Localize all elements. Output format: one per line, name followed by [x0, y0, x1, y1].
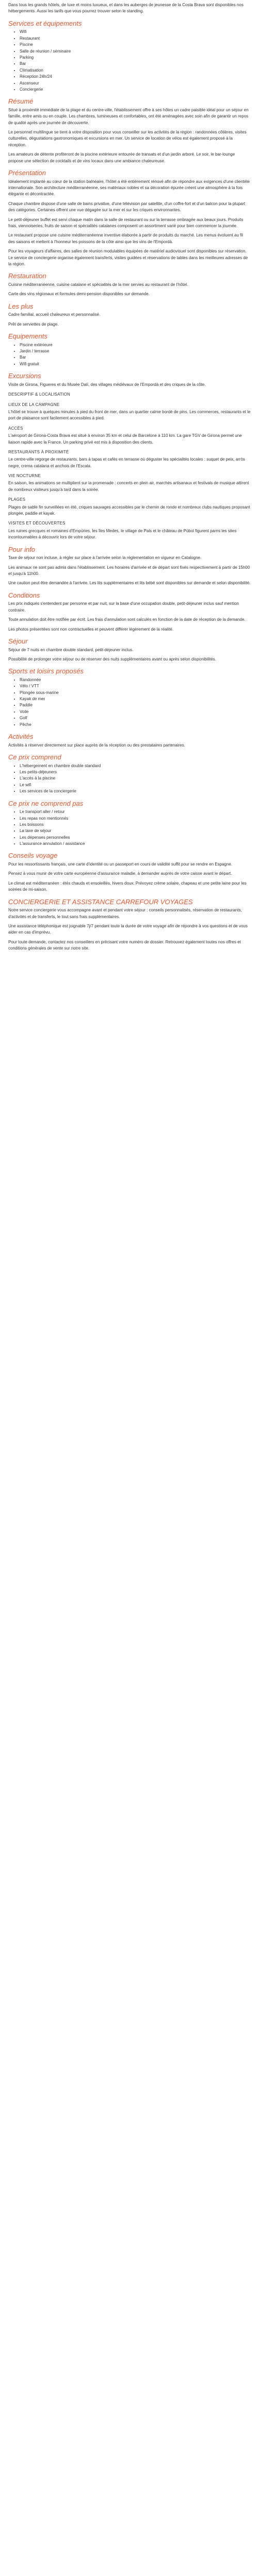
list-item: • Le wifi: [20, 782, 251, 788]
paragraph: Idéalement implanté au cœur de la station balnéaire, l'hôtel a été entièrement rénové afin de répondre aux exigences d'une clientèle internationale. Son architecture méditerranéenne, ses matériaux nobles et sa décoration épurée créent une atmosphère à la fois élégante et décontractée.: [8, 179, 250, 197]
hotel-page: [0, 0, 258, 960]
resume-section: [8, 97, 251, 164]
list-item: • Golf: [20, 715, 251, 721]
paragraph: Chaque chambre dispose d'une salle de bains privative, d'une télévision par satellite, d'un coffre-fort et d'un balcon pour la plupart des catégories. Certaines offrent une vue dégagée sur la mer et sur les criques environnantes.: [8, 201, 246, 213]
list-item: • L'hébergement en chambre double standard: [20, 763, 251, 769]
paragraph: Une caution peut être demandée à l'arrivée. Les lits supplémentaires et lits bébé sont disponibles sur demande et selon disponibilité.: [8, 581, 251, 586]
list-item: • Bar: [20, 354, 251, 361]
list-item: • Randonnée: [20, 677, 251, 683]
inclusions-section: [8, 667, 251, 728]
paragraph: Les photos présentées sont non contractuelles et peuvent différer légèrement de la réalité.: [8, 626, 174, 632]
assistance-heading: CONCIERGERIE ET ASSISTANCE CARREFOUR VOYAGES: [8, 897, 193, 906]
list-item: • Les petits-déjeuners: [20, 769, 251, 775]
compris-section: [8, 753, 251, 795]
compris-list: [8, 763, 251, 795]
services-heading: Services et équipements: [8, 19, 82, 27]
paragraph: Pour les voyageurs d'affaires, des salles de réunion modulables équipées de matériel audiovisuel sont disponibles sur réservation. Le service de conciergerie organise également transferts, visites guidées et réservations de tables dans les meilleures adresses de la région.: [8, 249, 248, 266]
paragraph: Cadre familial, accueil chaleureux et personnalisé.: [8, 312, 101, 317]
list-item: • Climatisation: [20, 67, 251, 74]
list-item: • Pêche: [20, 722, 251, 728]
equipements-heading: Equipements: [8, 332, 47, 341]
list-item: • Paddle: [20, 702, 251, 708]
list-item: • L'assurance annulation / assistance: [20, 841, 251, 847]
activites-heading: Activités: [8, 733, 34, 740]
assistance-section: [8, 898, 251, 952]
list-item: • Piscine extérieure: [20, 342, 251, 348]
paragraph: Plages de sable fin surveillées en été, criques sauvages accessibles par le chemin de ronde et nombreux clubs nautiques proposant plongée, paddle et kayak.: [8, 504, 250, 516]
list-item: • Wifi: [20, 29, 251, 35]
description-heading: DESCRIPTIF & LOCALISATION: [8, 392, 70, 397]
list-item: • Les repas non mentionnés: [20, 816, 251, 822]
equipements-section: [8, 332, 251, 367]
activites-section: [8, 733, 251, 749]
paragraph: Possibilité de prolonger votre séjour ou de réserver des nuits supplémentaires avant ou après selon disponibilités.: [8, 656, 216, 662]
list-item: • Ascenseur: [20, 80, 251, 87]
paragraph: Carte des vins régionaux et formules demi-pension disponibles sur demande.: [8, 292, 150, 297]
subheading: RESTAURANTS À PROXIMITÉ: [8, 449, 69, 454]
list-item: • Restaurant: [20, 36, 251, 42]
resume-heading: Résumé: [8, 97, 34, 106]
subheading: VIE NOCTURNE: [8, 473, 41, 479]
paragraph: Notre service conciergerie vous accompagne avant et pendant votre séjour : conseils personnalisés, réservation de restaurants, d'activités et de transferts, le tout sans frais supplémentaires.: [8, 908, 242, 919]
noncompris-heading: Ce prix ne comprend pas: [8, 799, 84, 807]
paragraph: Le petit-déjeuner buffet est servi chaque matin dans la salle de restaurant ou sur la terrasse ombragée aux beaux jours. Produits frais, viennoiseries, fruits de saison et spécialités catalanes composent un assortiment varié pour bien commencer la journée.: [8, 217, 244, 228]
compris-heading: Ce prix comprend: [8, 753, 61, 761]
noncompris-section: [8, 800, 251, 848]
restauration-heading: Restauration: [8, 272, 46, 280]
intro-text: Dans tous les grands hôtels, de luxe et moins luxueux, et dans les auberges de jeunesse de la Costa Brava sont disponibles nos hébergements. Aussi les tarifs que vous pourrez trouver selon le standing.: [8, 3, 244, 14]
paragraph: Les ruines grecques et romaines d'Empúries, les îles Medes, le village de Pals et le château de Púbol figurent parmi les sites incontournables à découvrir lors de votre séjour.: [8, 528, 237, 540]
list-item: • Wifi gratuit: [20, 361, 251, 367]
subheading: VISITES ET DÉCOUVERTES: [8, 521, 66, 526]
inclusions-heading: Sports et loisirs proposés: [8, 667, 84, 675]
voyage-section: [8, 852, 251, 893]
list-item: • Conciergerie: [20, 87, 251, 93]
paragraph: Taxe de séjour non incluse, à régler sur place à l'arrivée selon la réglementation en vigueur en Catalogne.: [8, 555, 202, 561]
paragraph: Prêt de serviettes de plage.: [8, 321, 59, 327]
subheading: PLAGES: [8, 497, 26, 502]
paragraph: Situé à proximité immédiate de la plage et du centre-ville, l'établissement offre à ses hôtes un cadre paisible idéal pour un séjour en famille, entre amis ou en couple. Les chambres, lumineuses et confortables, ont été aménagées avec soin afin de garantir un repos de qualité après une journée de découverte.: [8, 107, 249, 125]
paragraph: L'aéroport de Girona-Costa Brava est situé à environ 35 km et celui de Barcelone à 110 km. La gare TGV de Girona permet une liaison rapide avec la France. Un parking privé est mis à disposition des clients.: [8, 433, 242, 445]
paragraph: Le centre-ville regorge de restaurants, bars à tapas et cafés en terrasse où déguster les spécialités locales : suquet de peix, arròs negre, crema catalana et anchois de l'Escala.: [8, 457, 245, 468]
services-section: [8, 20, 251, 93]
equipements-list: [8, 342, 251, 368]
services-list: [8, 29, 251, 93]
paragraph: Une assistance téléphonique est joignable 7j/7 pendant toute la durée de votre voyage afin de répondre à vos questions et de vous aider en cas d'imprévu.: [8, 924, 248, 935]
paragraph: Séjour de 7 nuits en chambre double standard, petit-déjeuner inclus.: [8, 647, 134, 652]
paragraph: Cuisine méditerranéenne, cuisine catalane et spécialités de la mer servies au restaurant de l'hôtel.: [8, 282, 188, 287]
paragraph: Visite de Girona, Figueres et du Musée Dalí, des villages médiévaux de l'Empordà et des criques de la côte.: [8, 382, 206, 387]
list-item: • Les services de la conciergerie: [20, 788, 251, 794]
loisirs-section: [8, 302, 251, 328]
list-item: • Les boissons: [20, 822, 251, 828]
paragraph: Pour les ressortissants français, une carte d'identité ou un passeport en cours de validité suffit pour se rendre en Espagne.: [8, 862, 233, 867]
paragraph: Les prix indiqués s'entendent par personne et par nuit, sur la base d'une occupation double, petit-déjeuner inclus sauf mention contraire.: [8, 601, 239, 613]
list-item: • Jardin / terrasse: [20, 348, 251, 354]
paragraph: Pensez à vous munir de votre carte européenne d'assurance maladie, à demander auprès de votre caisse avant le départ.: [8, 871, 232, 876]
noncompris-list: [8, 809, 251, 847]
list-item: • Réception 24h/24: [20, 74, 251, 80]
list-item: • Le transport aller / retour: [20, 809, 251, 815]
list-item: • Piscine: [20, 42, 251, 48]
list-item: • Vélo / VTT: [20, 683, 251, 689]
sejour-section: [8, 637, 251, 663]
paragraph: Le personnel multilingue se tient à votre disposition pour vous conseiller sur les activités de la région : randonnées côtières, visites culturelles, dégustations gastronomiques et excursions en mer. Un service de location de vélos est également proposé à la réception.: [8, 130, 247, 147]
presentation-section: [8, 169, 251, 267]
excursions-heading: Excursions: [8, 372, 41, 380]
paragraph: Le climat est méditerranéen : étés chauds et ensoleillés, hivers doux. Prévoyez crème solaire, chapeau et une petite laine pour les soirées de mi-saison.: [8, 880, 247, 892]
restauration-section: [8, 272, 251, 297]
paragraph: Le restaurant propose une cuisine méditerranéenne inventive élaborée à partir de produits du marché. Les menus évoluent au fil des saisons et mettent à l'honneur les poissons de la côte ainsi que les vins de l'Empordà.: [8, 233, 243, 244]
list-item: • Salle de réunion / séminaire: [20, 48, 251, 55]
conditions-heading: Conditions: [8, 591, 40, 599]
excursions-section: [8, 372, 251, 388]
subheading: LIEUX DE LA CAMPAGNE: [8, 402, 60, 407]
list-item: • Voile: [20, 709, 251, 715]
hote-heading: Pour info: [8, 545, 36, 553]
paragraph: Activités à réserver directement sur place auprès de la réception ou des prestataires partenaires.: [8, 742, 185, 748]
paragraph: Les animaux ne sont pas admis dans l'établissement. Les horaires d'arrivée et de départ sont fixés respectivement à partir de 15h00 et jusqu'à 11h00.: [8, 565, 250, 576]
list-item: • Kayak de mer: [20, 696, 251, 702]
sejour-heading: Séjour: [8, 637, 28, 645]
subheading: ACCÈS: [8, 426, 23, 431]
list-item: • Plongée sous-marine: [20, 690, 251, 696]
loisirs-heading: Les plus: [8, 302, 34, 310]
voyage-heading: Conseils voyage: [8, 852, 58, 860]
list-item: • L'accès à la piscine: [20, 775, 251, 782]
paragraph: En saison, les animations se multiplient sur la promenade : concerts en plein air, marchés artisanaux et festivals de musique attirent de nombreux visiteurs jusqu'à tard dans la soirée.: [8, 481, 249, 492]
presentation-heading: Présentation: [8, 169, 46, 177]
list-item: • Bar: [20, 61, 251, 67]
list-item: • Les dépenses personnelles: [20, 835, 251, 841]
list-item: • Parking: [20, 55, 251, 61]
conditions-section: [8, 591, 251, 633]
paragraph: L'hôtel se trouve à quelques minutes à pied du front de mer, dans un quartier calme bordé de pins. Les commerces, restaurants et le port de plaisance sont facilement accessibles à pied.: [8, 409, 251, 421]
paragraph: Pour toute demande, contactez nos conseillers en précisant votre numéro de dossier. Retrouvez également toutes nos offres et conditions générales de vente sur notre site.: [8, 939, 241, 951]
paragraph: Toute annulation doit être notifiée par écrit. Les frais d'annulation sont calculés en fonction de la date de réception de la demande.: [8, 617, 246, 622]
inclusions-list: [8, 677, 251, 728]
description-section: [8, 392, 251, 540]
hote-section: [8, 546, 251, 587]
paragraph: Les amateurs de détente profiteront de la piscine extérieure entourée de transats et d'un jardin arboré. Le soir, le bar-lounge propose une sélection de cocktails et de vins locaux dans une ambiance chaleureuse.: [8, 152, 235, 163]
list-item: • La taxe de séjour: [20, 828, 251, 834]
